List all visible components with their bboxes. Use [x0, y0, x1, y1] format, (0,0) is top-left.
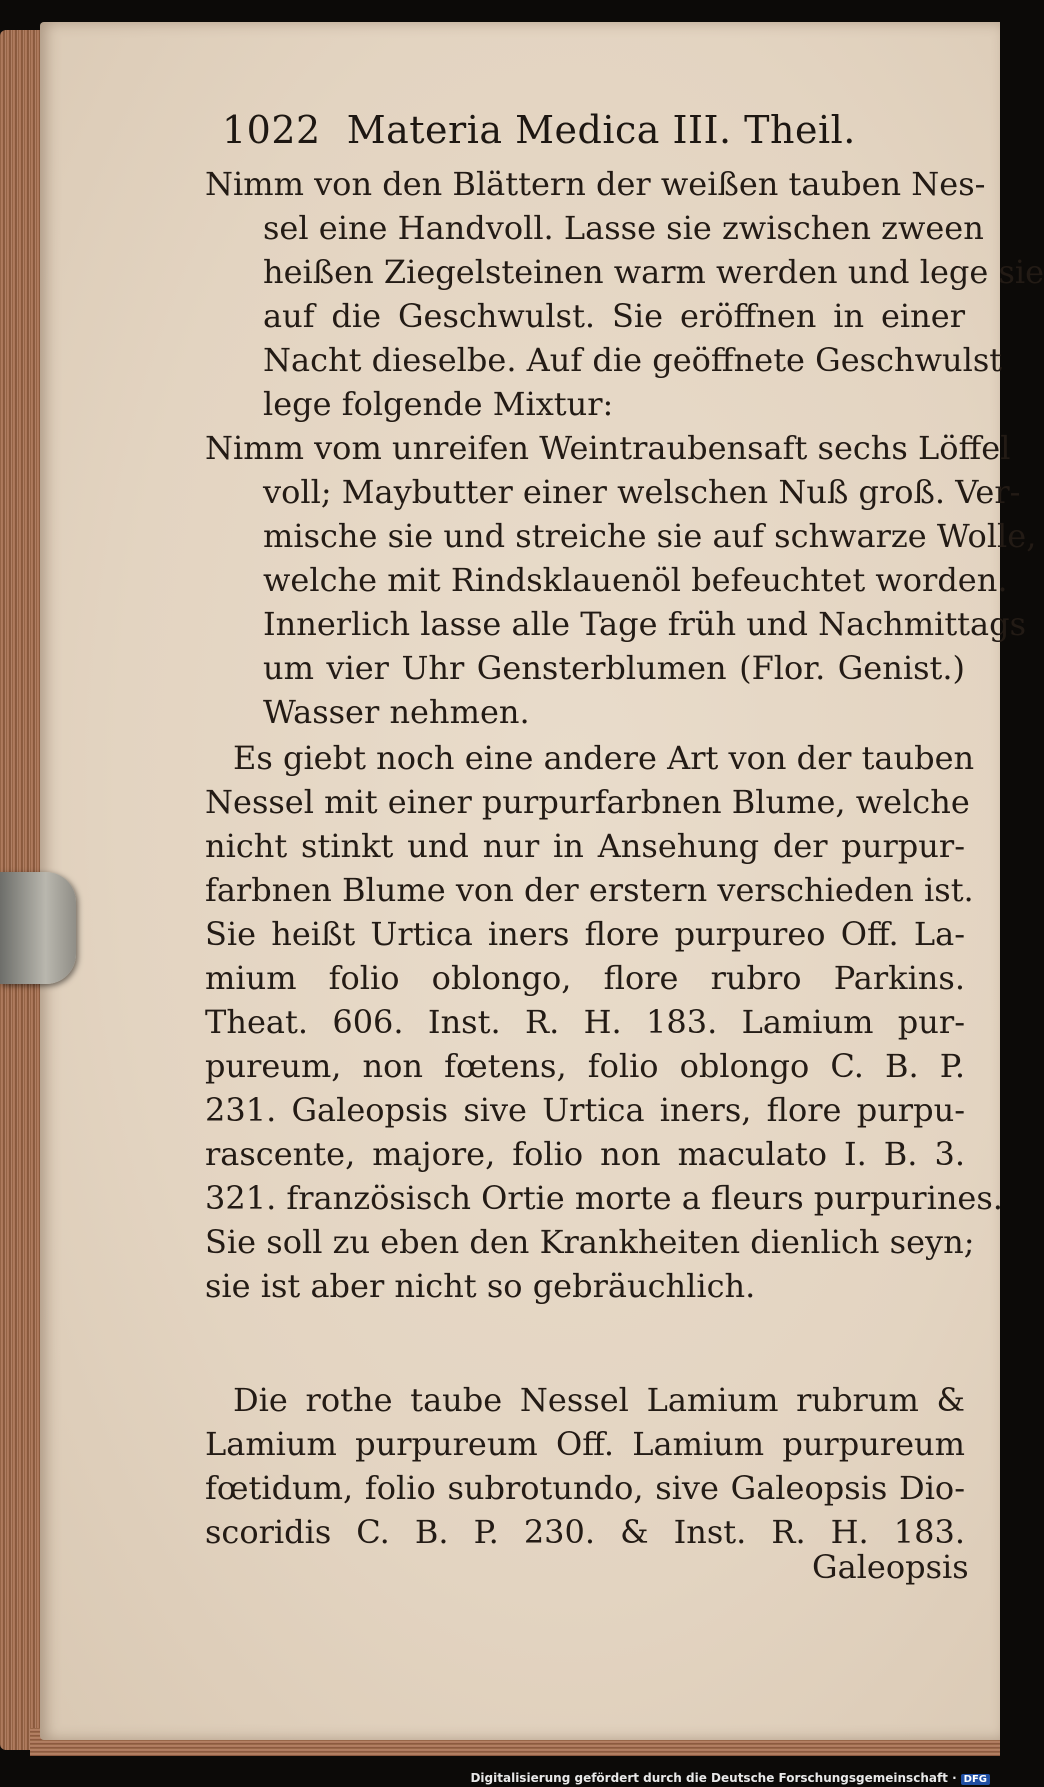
text-line: sie ist aber nicht so gebräuchlich.	[205, 1267, 756, 1305]
text-line: Es giebt noch eine andere Art von der tauben	[233, 739, 975, 777]
text-line: Sie heißt Urtica iners flore purpureo Off. La-	[205, 915, 965, 953]
paragraph-2	[205, 426, 1037, 734]
text-line: lege folgende Mixtur:	[263, 385, 614, 423]
text-line: Nessel mit einer purpurfarbnen Blume, welche	[205, 783, 970, 821]
text-line: farbnen Blume von der erstern verschieden ist.	[205, 871, 974, 909]
text-line: rascente, majore, folio non maculato I. B. 3.	[205, 1135, 965, 1173]
credit-text: Digitalisierung gefördert durch die Deutsche Forschungsgemeinschaft ·	[470, 1771, 957, 1785]
text-line: Sie soll zu eben den Krankheiten dienlich seyn;	[205, 1223, 975, 1261]
page-number: 1022	[222, 108, 321, 152]
metal-clasp	[0, 872, 76, 984]
text-line: Theat. 606. Inst. R. H. 183. Lamium pur-	[205, 1003, 965, 1041]
paragraph-3	[205, 736, 1003, 1308]
text-line: fœtidum, folio subrotundo, sive Galeopsis Dio-	[205, 1469, 965, 1507]
catchword: Galeopsis	[812, 1548, 969, 1586]
text-line: 231. Galeopsis sive Urtica iners, flore purpu-	[205, 1091, 965, 1129]
paragraph-4	[205, 1378, 965, 1554]
text-line: nicht stinkt und nur in Ansehung der purpur-	[205, 827, 965, 865]
text-line: sel eine Handvoll. Lasse sie zwischen zween	[263, 209, 984, 247]
paragraph-1	[205, 162, 1044, 426]
text-line: Nacht dieselbe. Auf die geöffnete Geschwulst	[263, 341, 1003, 379]
text-line: Nimm von den Blättern der weißen tauben Nes-	[205, 165, 986, 203]
running-title: Materia Medica III. Theil.	[346, 108, 856, 152]
text-line: mium folio oblongo, flore rubro Parkins.	[205, 959, 965, 997]
text-line: welche mit Rindsklauenöl befeuchtet worden.	[263, 561, 1008, 599]
text-line: pureum, non fœtens, folio oblongo C. B. P.	[205, 1047, 965, 1085]
text-line: Lamium purpureum Off. Lamium purpureum	[205, 1425, 965, 1463]
text-line: voll; Maybutter einer welschen Nuß groß. Ver-	[263, 473, 1021, 511]
text-line: scoridis C. B. P. 230. & Inst. R. H. 183.	[205, 1513, 965, 1551]
digitization-credit	[470, 1771, 990, 1785]
text-line: Die rothe taube Nessel Lamium rubrum &	[233, 1381, 965, 1419]
text-line: heißen Ziegelsteinen warm werden und lege sie	[263, 253, 1044, 291]
text-line: auf die Geschwulst. Sie eröffnen in einer	[263, 297, 965, 335]
running-header	[222, 108, 882, 152]
text-line: Wasser nehmen.	[263, 693, 530, 731]
dfg-badge: DFG	[961, 1774, 990, 1785]
text-line: um vier Uhr Gensterblumen (Flor. Genist.)	[263, 649, 965, 687]
text-line: Nimm vom unreifen Weintraubensaft sechs Löffel	[205, 429, 1011, 467]
text-line: mische sie und streiche sie auf schwarze Wolle,	[263, 517, 1037, 555]
text-line: Innerlich lasse alle Tage früh und Nachmittags	[263, 605, 1027, 643]
text-line: 321. französisch Ortie morte a fleurs purpurines.	[205, 1179, 1003, 1217]
